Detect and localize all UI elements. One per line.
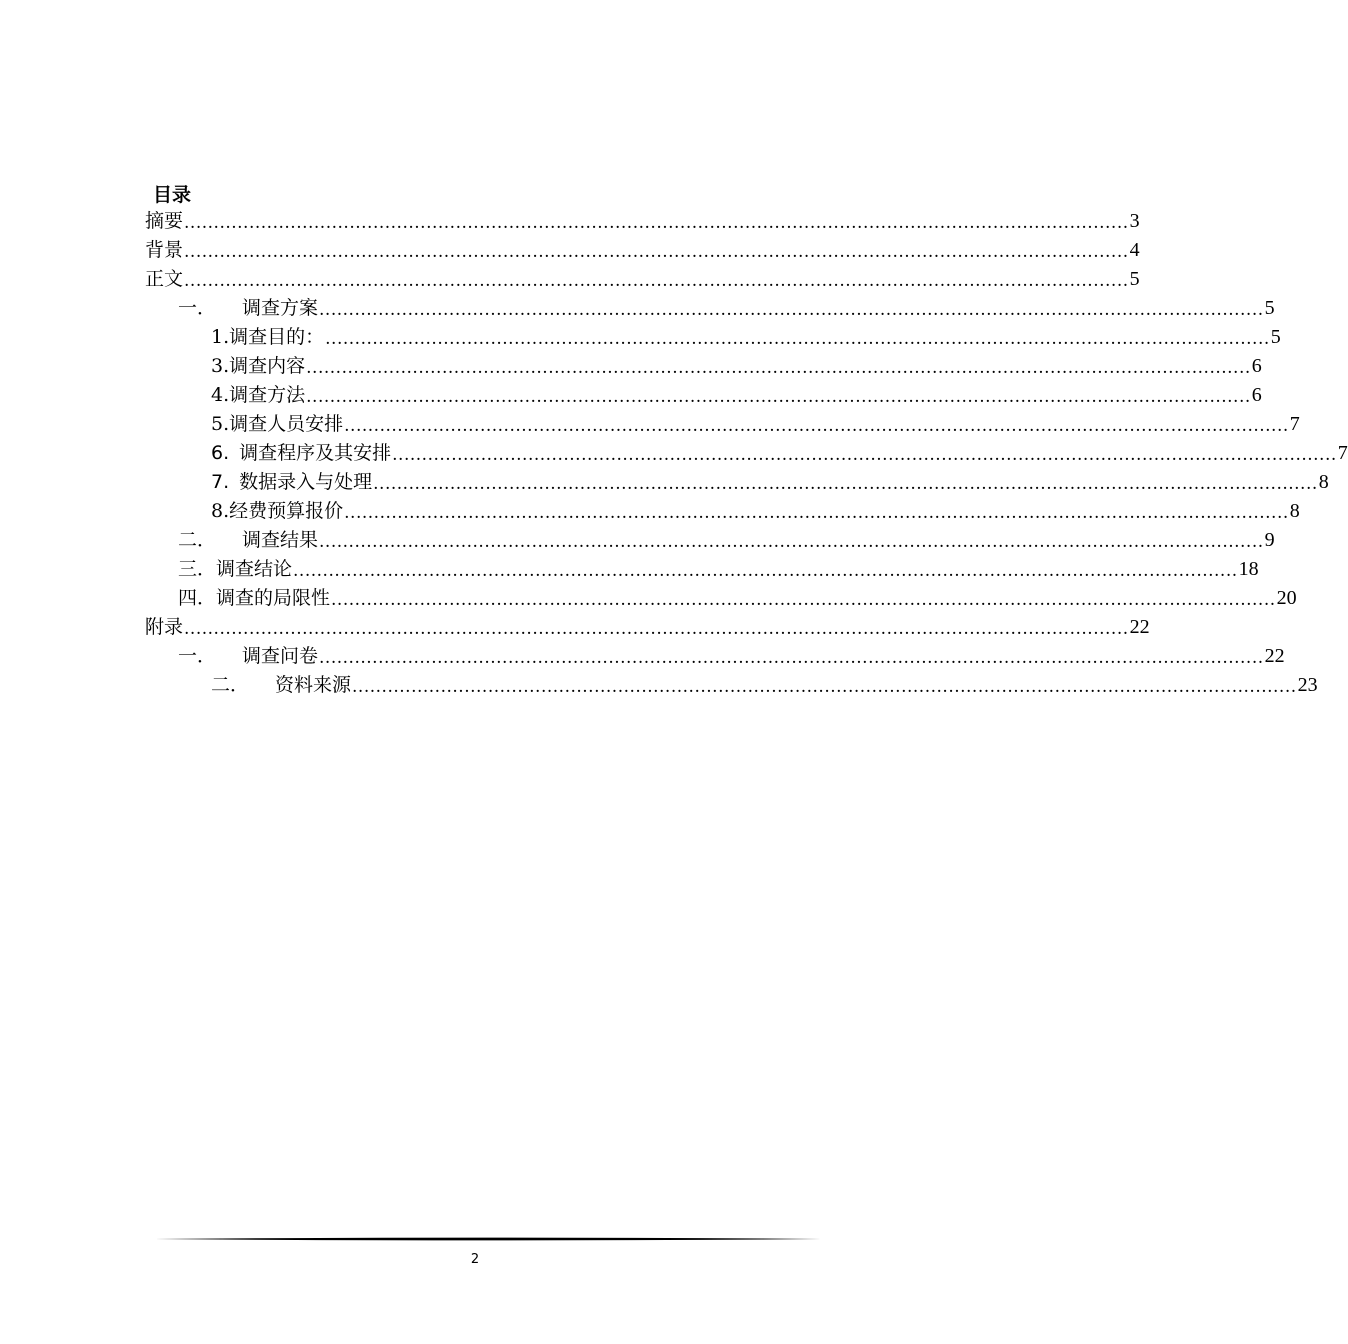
toc-entry-label: 调查目的：: [229, 326, 325, 348]
toc-entry-label: 调查结果: [242, 529, 319, 551]
toc-entry-sources[interactable]: [145, 671, 1318, 700]
toc-entry-label: 调查程序及其安排: [239, 442, 392, 464]
toc-entry-page: 8: [1289, 500, 1300, 522]
toc-entry-appendix[interactable]: [145, 613, 1150, 642]
toc-entry-label: 资料来源: [275, 674, 352, 696]
toc-entry-survey-method[interactable]: [145, 381, 1262, 410]
toc-entry-number: 二．: [178, 529, 217, 551]
toc-entry-staff-arrangement[interactable]: [145, 410, 1300, 439]
dot-leader: ................................................................................................................................................................: [293, 561, 1238, 581]
toc-entry-survey-procedure[interactable]: [145, 439, 1348, 468]
toc-entry-background[interactable]: [145, 236, 1140, 265]
dot-leader: ................................................................................................................................................................: [184, 271, 1129, 291]
toc-entry-label: 调查方案: [242, 297, 319, 319]
toc-entry-limitations[interactable]: [145, 584, 1297, 613]
table-of-contents: [145, 207, 1348, 700]
dot-leader: ................................................................................................................................................................: [319, 648, 1264, 668]
toc-entry-budget[interactable]: [145, 497, 1300, 526]
toc-entry-page: 8: [1318, 471, 1329, 493]
dot-leader: ................................................................................................................................................................: [392, 445, 1337, 465]
toc-entry-page: 4: [1129, 239, 1140, 261]
toc-entry-label: 调查问卷: [242, 645, 319, 667]
toc-entry-page: 5: [1264, 297, 1275, 319]
toc-entry-page: 3: [1129, 210, 1140, 232]
toc-title: 目录: [153, 184, 192, 206]
toc-entry-number: 7.: [211, 471, 230, 493]
toc-entry-survey-results[interactable]: [145, 526, 1275, 555]
toc-entry-number: 3.: [211, 355, 230, 377]
toc-entry-survey-conclusion[interactable]: [145, 555, 1259, 584]
toc-entry-page: 22: [1264, 645, 1285, 667]
toc-entry-page: 5: [1129, 268, 1140, 290]
toc-entry-page: 6: [1251, 355, 1262, 377]
toc-entry-label: 背景: [145, 239, 184, 261]
dot-leader: ................................................................................................................................................................: [325, 329, 1270, 349]
toc-entry-label: 附录: [145, 616, 184, 638]
toc-entry-main-body[interactable]: [145, 265, 1140, 294]
dot-leader: ................................................................................................................................................................: [331, 590, 1276, 610]
toc-entry-page: 20: [1276, 587, 1297, 609]
toc-entry-label: 调查人员安排: [229, 413, 344, 435]
dot-leader: ................................................................................................................................................................: [373, 474, 1318, 494]
toc-entry-survey-plan[interactable]: [145, 294, 1275, 323]
toc-entry-label: 调查的局限性: [216, 587, 331, 609]
toc-entry-page: 22: [1129, 616, 1150, 638]
toc-entry-label: 正文: [145, 268, 184, 290]
toc-entry-label: 调查内容: [229, 355, 306, 377]
toc-entry-data-processing[interactable]: [145, 468, 1329, 497]
toc-entry-label: 调查方法: [229, 384, 306, 406]
toc-entry-questionnaire[interactable]: [145, 642, 1285, 671]
toc-entry-label: 调查结论: [216, 558, 293, 580]
toc-entry-label: 数据录入与处理: [239, 471, 373, 493]
dot-leader: ................................................................................................................................................................: [306, 387, 1251, 407]
dot-leader: ................................................................................................................................................................: [184, 213, 1129, 233]
toc-entry-number: 8.: [211, 500, 230, 522]
toc-entry-page: 18: [1238, 558, 1259, 580]
dot-leader: ................................................................................................................................................................: [352, 677, 1297, 697]
toc-entry-number: 一．: [178, 645, 217, 667]
toc-entry-page: 7: [1289, 413, 1300, 435]
toc-entry-label: 摘要: [145, 210, 184, 232]
toc-entry-number: 4.: [211, 384, 230, 406]
toc-entry-abstract[interactable]: [145, 207, 1140, 236]
toc-entry-number: 一．: [178, 297, 217, 319]
toc-entry-survey-purpose[interactable]: [145, 323, 1281, 352]
toc-entry-label: 经费预算报价: [229, 500, 344, 522]
dot-leader: ................................................................................................................................................................: [344, 503, 1289, 523]
dot-leader: ................................................................................................................................................................: [344, 416, 1289, 436]
footer-divider: [155, 1236, 821, 1242]
toc-entry-page: 7: [1337, 442, 1348, 464]
toc-entry-page: 5: [1270, 326, 1281, 348]
dot-leader: ................................................................................................................................................................: [319, 300, 1264, 320]
toc-entry-page: 23: [1297, 674, 1318, 696]
toc-entry-number: 二．: [211, 674, 250, 696]
toc-entry-number: 四．: [178, 587, 217, 609]
dot-leader: ................................................................................................................................................................: [306, 358, 1251, 378]
dot-leader: ................................................................................................................................................................: [184, 619, 1129, 639]
toc-entry-number: 1.: [211, 326, 230, 348]
toc-entry-number: 6.: [211, 442, 230, 464]
toc-entry-survey-content[interactable]: [145, 352, 1262, 381]
toc-entry-page: 9: [1264, 529, 1275, 551]
toc-entry-page: 6: [1251, 384, 1262, 406]
toc-entry-number: 5.: [211, 413, 230, 435]
dot-leader: ................................................................................................................................................................: [184, 242, 1129, 262]
dot-leader: ................................................................................................................................................................: [319, 532, 1264, 552]
toc-entry-number: 三．: [178, 558, 217, 580]
page-number: 2: [470, 1252, 480, 1267]
